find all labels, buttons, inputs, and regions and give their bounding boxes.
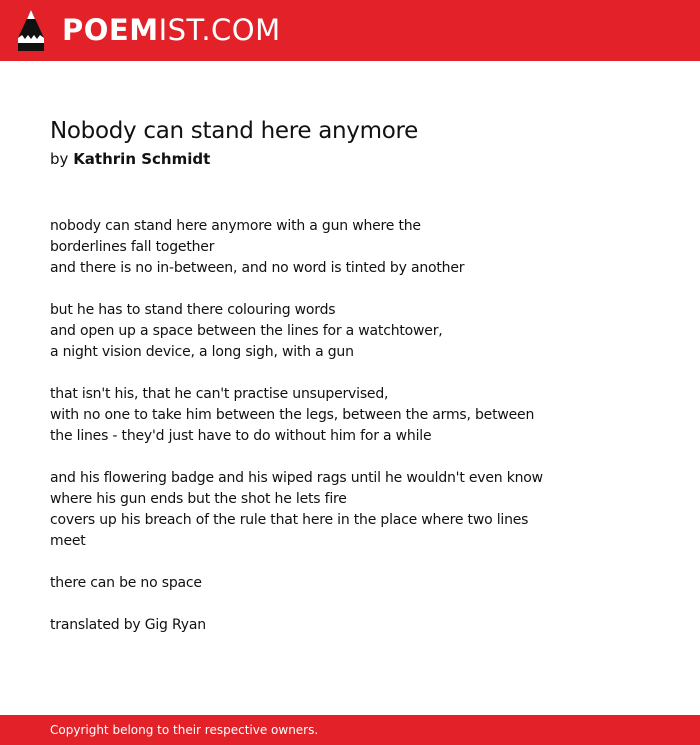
- pencil-tip-icon[interactable]: [18, 10, 44, 51]
- poem-line: with no one to take him between the legs, between the arms, between: [50, 407, 535, 423]
- byline-label: by: [50, 150, 69, 168]
- poem-line: a night vision device, a long sigh, with a gun: [50, 344, 354, 360]
- poem-line: where his gun ends but the shot he lets fire: [50, 491, 347, 507]
- stanza: [50, 573, 650, 594]
- poem-content: [50, 114, 650, 636]
- poem-line: but he has to stand there colouring words: [50, 302, 336, 318]
- poem-title: Nobody can stand here anymore: [50, 118, 418, 144]
- poem-line: and open up a space between the lines for a watchtower,: [50, 323, 443, 339]
- stanza: [50, 300, 650, 363]
- stanza: [50, 384, 650, 447]
- author-name: Kathrin Schmidt: [73, 150, 211, 168]
- stanza: [50, 468, 650, 552]
- poem-line: that isn't his, that he can't practise unsupervised,: [50, 386, 389, 402]
- poem-line: and there is no in-between, and no word is tinted by another: [50, 260, 465, 276]
- byline: [50, 148, 650, 170]
- translator-note: translated by Gig Ryan: [50, 617, 206, 633]
- logo-bold-text: POEM: [62, 13, 159, 47]
- poem-line: nobody can stand here anymore with a gun where the: [50, 218, 421, 234]
- poem-line: borderlines fall together: [50, 239, 215, 255]
- stanza: [50, 216, 650, 279]
- copyright-text: Copyright belong to their respective owners.: [50, 723, 319, 737]
- site-footer: [0, 715, 700, 745]
- poem-line: there can be no space: [50, 575, 202, 591]
- poem-line: meet: [50, 533, 86, 549]
- site-header: [0, 0, 700, 61]
- poem-body: [50, 216, 650, 636]
- poem-line: covers up his breach of the rule that here in the place where two lines: [50, 512, 529, 528]
- poem-line: and his flowering badge and his wiped rags until he wouldn't even know: [50, 470, 543, 486]
- logo-light-text: IST.COM: [158, 13, 281, 47]
- poem-line: the lines - they'd just have to do without him for a while: [50, 428, 432, 444]
- site-logo[interactable]: [62, 12, 281, 48]
